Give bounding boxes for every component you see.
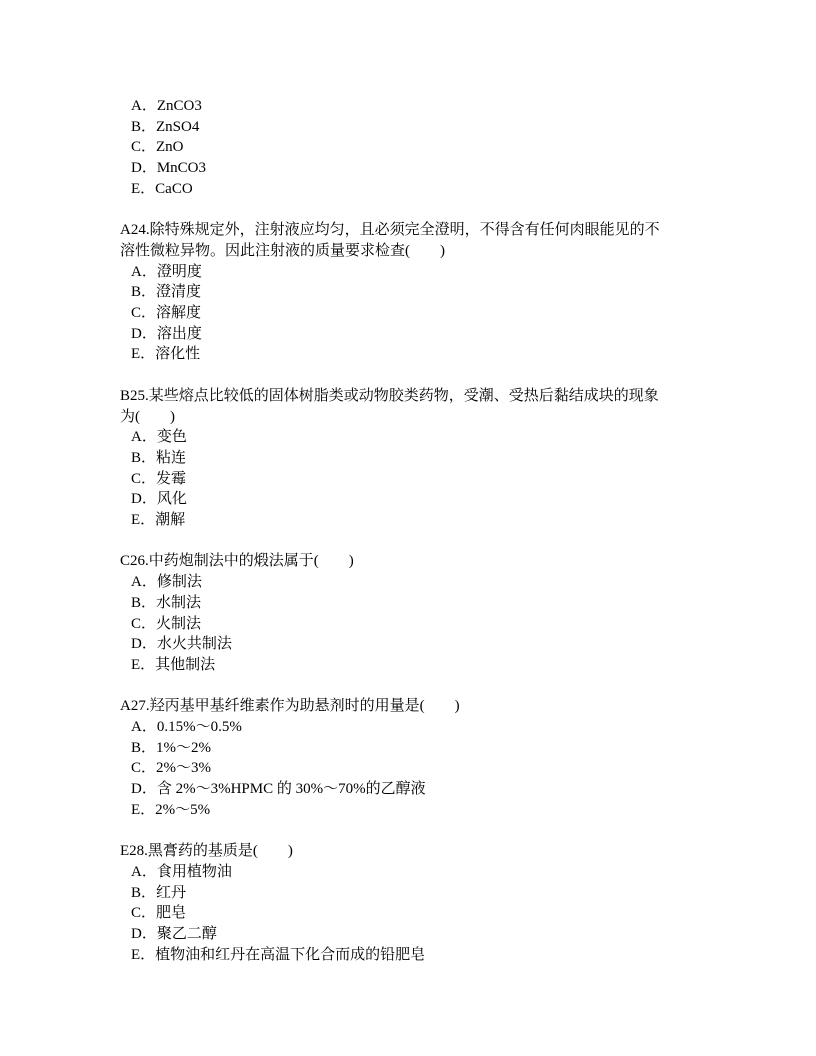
option-line: E．2%～5% — [131, 801, 211, 818]
option-line: A．变色 — [131, 429, 187, 446]
question-stem-line: B25.某些熔点比较低的固体树脂类或动物胶类药物，受潮、受热后黏结成块的现象 — [120, 387, 659, 404]
question-26 — [120, 551, 700, 675]
option-line: B．澄清度 — [131, 284, 202, 301]
option-line: B．红丹 — [131, 884, 187, 901]
option-line: C．溶解度 — [131, 305, 202, 322]
option-line: C．火制法 — [131, 615, 202, 632]
question-stem-line: C26.中药炮制法中的煅法属于( ) — [120, 553, 354, 570]
option-line: D．聚乙二醇 — [131, 926, 217, 943]
option-line: C．肥皂 — [131, 905, 187, 922]
option-line: B．ZnSO4 — [131, 118, 200, 135]
option-line: C．ZnO — [131, 139, 184, 156]
option-line: B．水制法 — [131, 594, 202, 611]
option-line: D．水火共制法 — [131, 636, 232, 653]
option-line: A．0.15%～0.5% — [131, 719, 242, 736]
option-line: C．2%～3% — [131, 760, 211, 777]
question-stem-line: A24.除特殊规定外，注射液应均匀，且必须完全澄明，不得含有任何肉眼能见的不 — [120, 222, 660, 239]
option-line: D．MnCO3 — [131, 160, 207, 177]
option-line: E．溶化性 — [131, 346, 201, 363]
option-line: B．1%～2% — [131, 739, 211, 756]
option-line: B．粘连 — [131, 449, 187, 466]
question-stem-line: A27.羟丙基甲基纤维素作为助悬剂时的用量是( ) — [120, 698, 460, 715]
question-24 — [120, 220, 700, 365]
option-line: E．潮解 — [131, 512, 186, 529]
question-stem-line: E28.黑膏药的基质是( ) — [120, 843, 293, 860]
spacer — [120, 200, 700, 221]
option-line: A．修制法 — [131, 574, 202, 591]
continued-options — [120, 96, 700, 200]
option-line: E．其他制法 — [131, 656, 216, 673]
question-28 — [120, 841, 700, 965]
document-page — [120, 96, 700, 965]
spacer — [120, 365, 700, 386]
question-25 — [120, 386, 700, 531]
option-line: A．ZnCO3 — [131, 98, 202, 114]
option-line: C．发霉 — [131, 470, 187, 487]
option-line: A．澄明度 — [131, 263, 202, 280]
spacer — [120, 531, 700, 552]
spacer — [120, 676, 700, 697]
question-stem-line: 为( ) — [120, 408, 175, 425]
spacer — [120, 821, 700, 842]
option-line: E．植物油和红丹在高温下化合而成的铅肥皂 — [131, 946, 426, 963]
option-line: D．溶出度 — [131, 325, 202, 342]
option-line: D．风化 — [131, 491, 187, 508]
option-line: A．食用植物油 — [131, 863, 232, 880]
question-27 — [120, 696, 700, 820]
option-line: D．含 2%～3%HPMC 的 30%～70%的乙醇液 — [131, 781, 426, 798]
option-line: E．CaCO — [131, 180, 193, 197]
question-stem-line: 溶性微粒异物。因此注射液的质量要求检查( ) — [120, 242, 445, 259]
